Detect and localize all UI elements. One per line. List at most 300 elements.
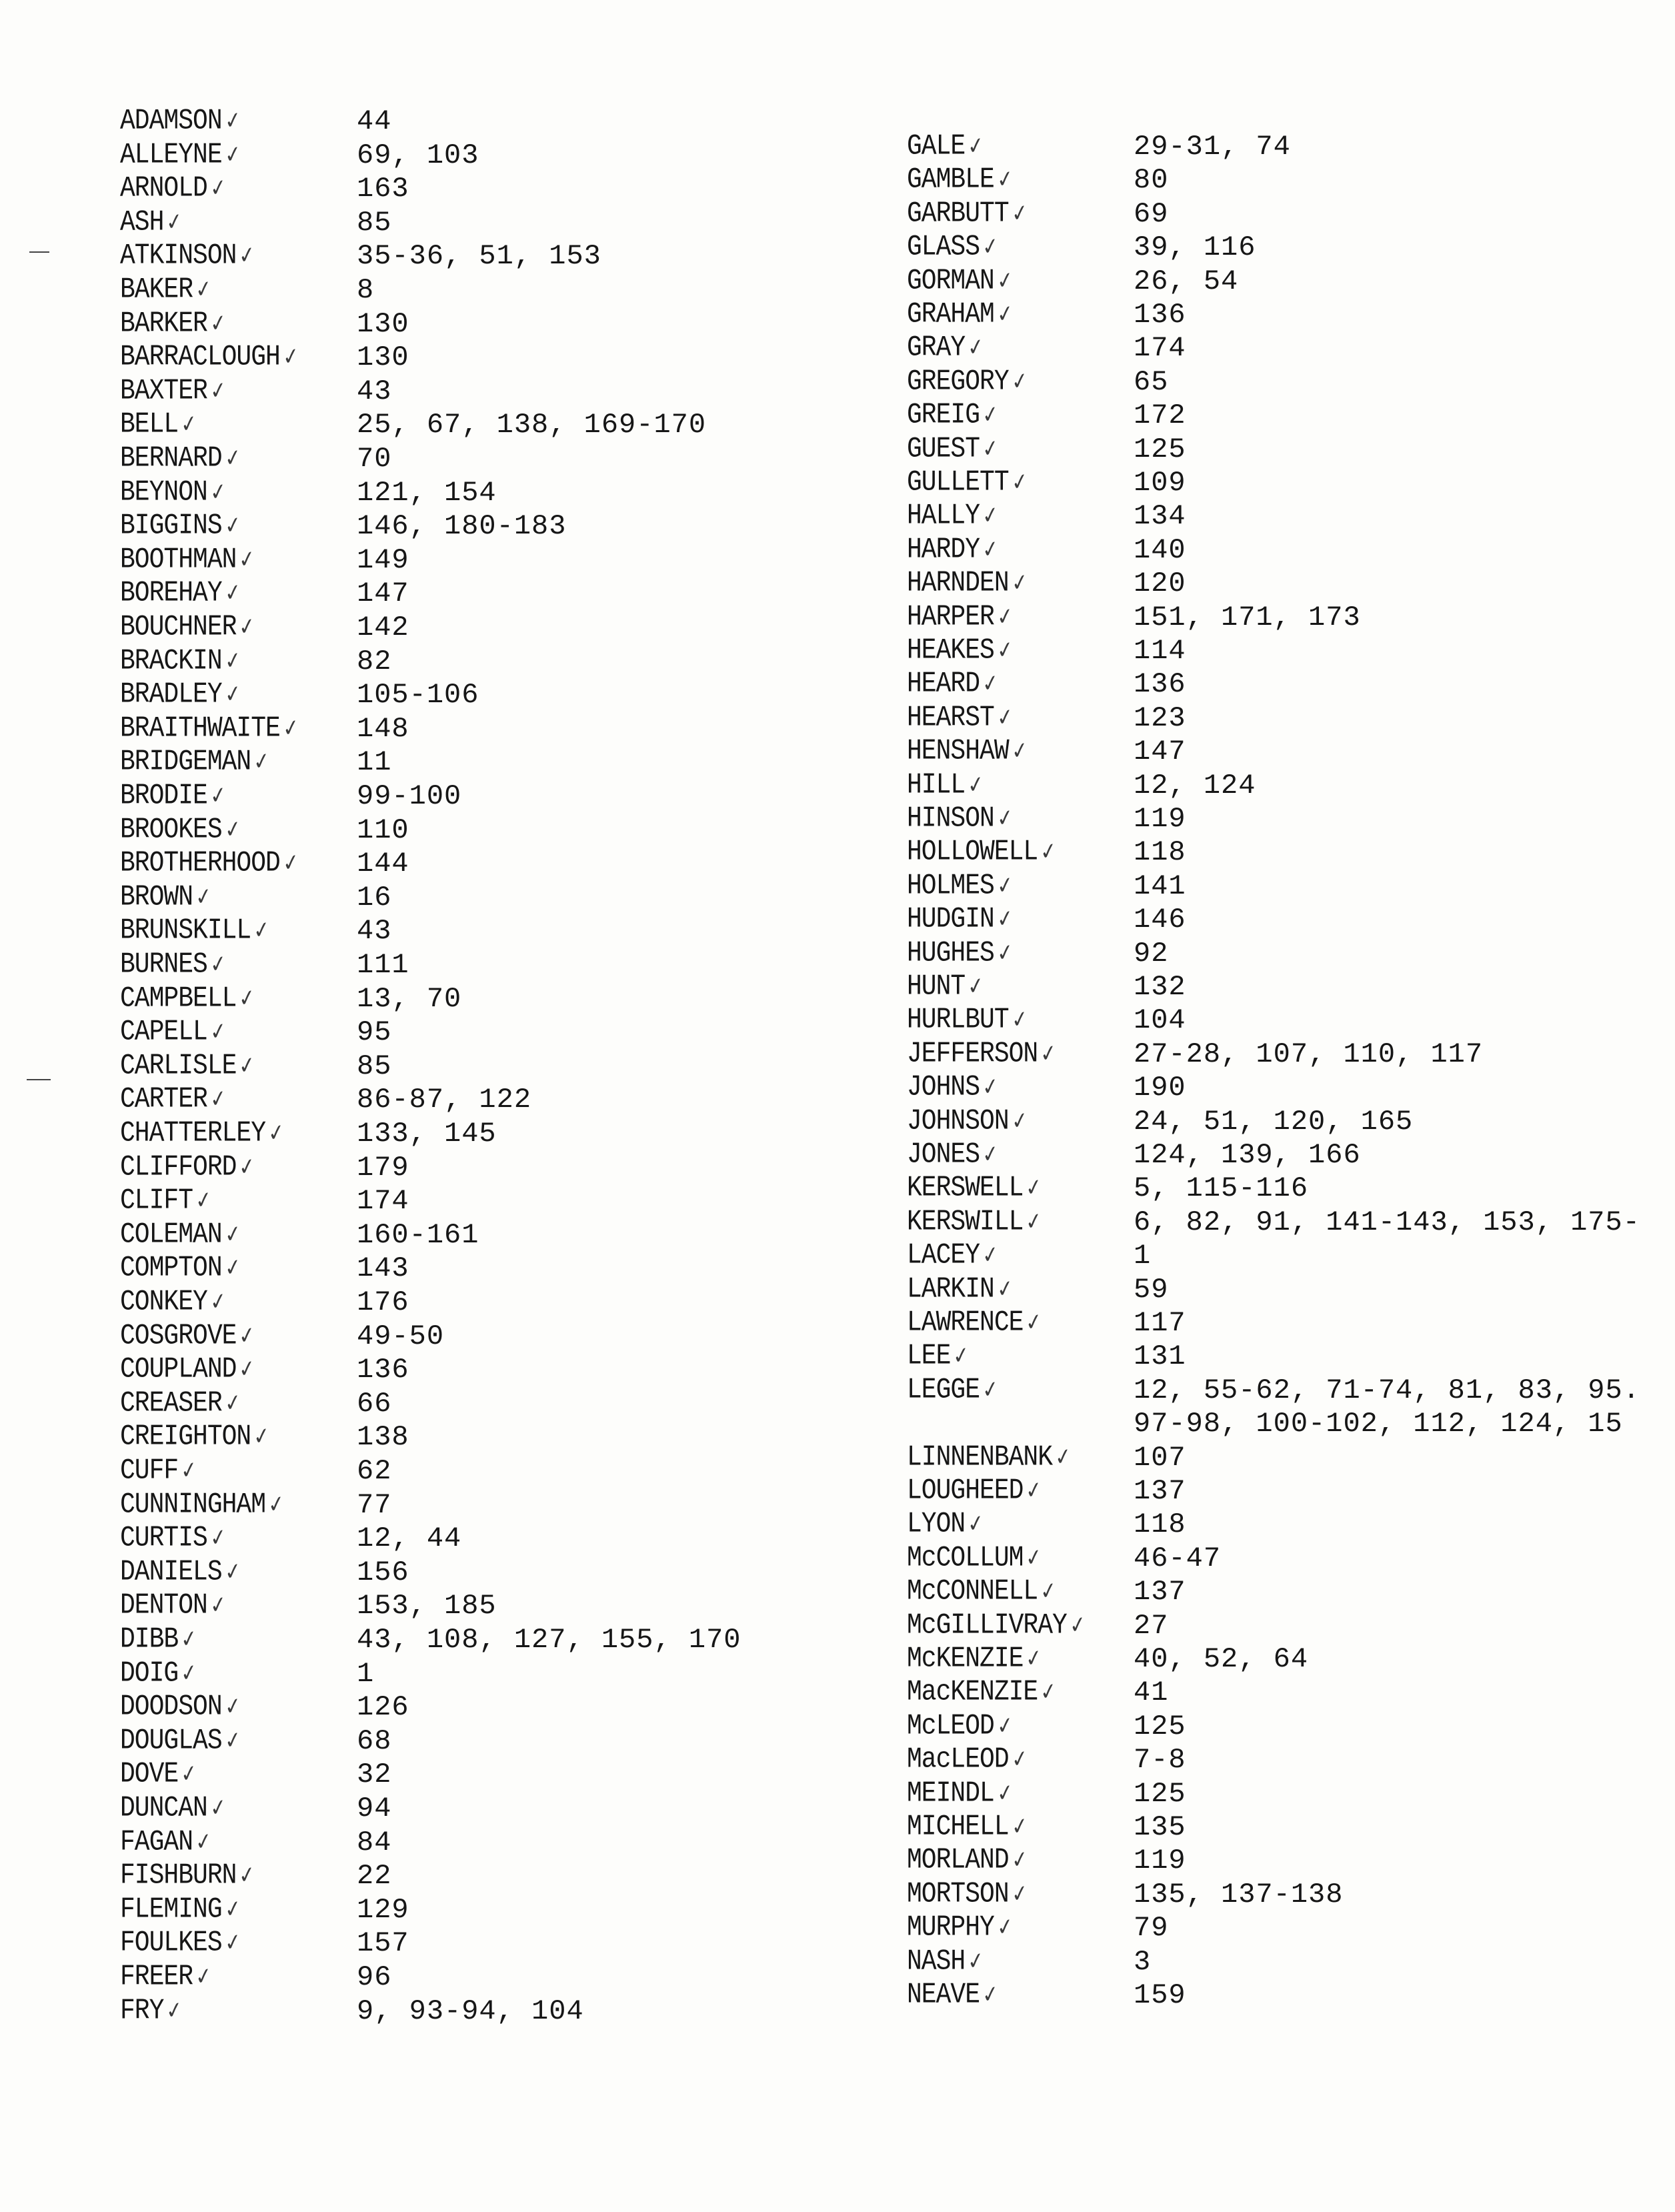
check-mark-icon: ✓ bbox=[1010, 1005, 1030, 1035]
check-mark-icon: ✓ bbox=[995, 938, 1015, 968]
index-entry-name bbox=[120, 1790, 226, 1827]
entry-name-text: BARRACLOUGH bbox=[120, 340, 280, 374]
check-mark-icon: ✓ bbox=[1053, 1442, 1073, 1472]
index-entry-name bbox=[907, 1540, 1042, 1576]
entry-name-text: CAPELL bbox=[120, 1015, 207, 1049]
check-mark-icon: ✓ bbox=[1038, 837, 1058, 867]
check-mark-icon: ✓ bbox=[237, 612, 257, 642]
index-entry-pages: 99-100 bbox=[357, 780, 462, 812]
entry-name-text: DANIELS bbox=[120, 1555, 222, 1588]
check-mark-icon: ✓ bbox=[237, 545, 257, 575]
index-entry-pages: 86-87, 122 bbox=[357, 1084, 532, 1116]
entry-name-text: ATKINSON bbox=[120, 239, 237, 273]
index-entry-pages: 110 bbox=[357, 814, 409, 846]
check-mark-icon: ✓ bbox=[223, 1388, 243, 1418]
entry-name-text: BROWN bbox=[120, 880, 193, 914]
index-entry-pages: 1 bbox=[1134, 1240, 1152, 1272]
index-entry-pages: 172 bbox=[1134, 399, 1186, 432]
entry-name-text: GALE bbox=[907, 129, 966, 163]
index-entry-name bbox=[120, 373, 226, 409]
index-entry-name bbox=[907, 1304, 1042, 1341]
check-mark-icon: ✓ bbox=[995, 703, 1015, 733]
check-mark-icon: ✓ bbox=[995, 804, 1015, 834]
index-entry-name bbox=[907, 632, 1013, 669]
index-entry-name bbox=[907, 1742, 1028, 1779]
entry-name-text: GUEST bbox=[907, 432, 980, 465]
index-entry-pages: 79 bbox=[1134, 1912, 1169, 1945]
index-entry-pages: 13, 70 bbox=[357, 982, 462, 1015]
entry-name-text: NASH bbox=[907, 1945, 966, 1978]
entry-name-text: CREIGHTON bbox=[120, 1420, 251, 1454]
index-entry-name bbox=[907, 128, 984, 165]
index-entry-pages: 27 bbox=[1134, 1609, 1169, 1642]
index-entry-name bbox=[120, 305, 226, 342]
entry-name-text: LINNENBANK bbox=[907, 1440, 1053, 1474]
entry-name-text: HARDY bbox=[907, 533, 980, 566]
index-entry-pages: 70 bbox=[357, 443, 392, 475]
entry-name-text: MacKENZIE bbox=[907, 1676, 1038, 1709]
index-entry-name bbox=[907, 1607, 1086, 1644]
check-mark-icon: ✓ bbox=[223, 1557, 243, 1587]
index-entry-pages: 119 bbox=[1134, 803, 1186, 835]
index-entry-pages: 95 bbox=[357, 1016, 392, 1049]
entry-name-text: GAMBLE bbox=[907, 163, 994, 197]
check-mark-icon: ✓ bbox=[223, 578, 243, 608]
check-mark-icon: ✓ bbox=[223, 1928, 243, 1958]
index-entry-name bbox=[907, 1170, 1042, 1207]
index-entry-name bbox=[120, 1655, 197, 1692]
entry-name-text: HALLY bbox=[907, 499, 980, 533]
check-mark-icon: ✓ bbox=[980, 1980, 1000, 2010]
check-mark-icon: ✓ bbox=[980, 669, 1000, 699]
index-entry-pages: 151, 171, 173 bbox=[1134, 601, 1361, 634]
index-entry-name bbox=[907, 330, 984, 367]
index-entry-name bbox=[120, 1216, 241, 1253]
index-entry-pages: 147 bbox=[357, 578, 409, 610]
index-entry-name bbox=[120, 541, 255, 578]
index-entry-name bbox=[120, 1891, 241, 1928]
entry-name-text: BRACKIN bbox=[120, 644, 222, 678]
index-entry-pages: 131 bbox=[1134, 1340, 1186, 1373]
check-mark-icon: ✓ bbox=[193, 1827, 213, 1857]
entry-name-text: MacLEOD bbox=[907, 1743, 1009, 1777]
index-entry-name bbox=[120, 1621, 197, 1658]
index-entry-pages: 97-98, 100-102, 112, 124, 15 bbox=[1134, 1408, 1623, 1440]
entry-name-text: LAWRENCE bbox=[907, 1306, 1024, 1340]
entry-name-text: JOHNS bbox=[907, 1070, 980, 1104]
entry-name-text: BRADLEY bbox=[120, 678, 222, 712]
index-entry-pages: 148 bbox=[357, 712, 409, 745]
index-entry-name bbox=[120, 1757, 197, 1793]
check-mark-icon: ✓ bbox=[980, 232, 1000, 262]
index-entry-pages: 44 bbox=[357, 105, 392, 137]
entry-name-text: GREIG bbox=[907, 398, 980, 432]
index-entry-pages: 146 bbox=[1134, 904, 1186, 936]
index-entry-pages: 69 bbox=[1134, 197, 1169, 230]
index-entry-name bbox=[120, 1183, 211, 1220]
entry-name-text: GRAHAM bbox=[907, 297, 994, 331]
index-entry-name bbox=[907, 902, 1013, 938]
check-mark-icon: ✓ bbox=[1024, 1173, 1044, 1203]
entry-name-text: DOODSON bbox=[120, 1690, 222, 1724]
index-entry-name bbox=[907, 1472, 1042, 1509]
check-mark-icon: ✓ bbox=[223, 1253, 243, 1283]
index-entry-pages: 126 bbox=[357, 1691, 409, 1724]
check-mark-icon: ✓ bbox=[980, 1375, 1000, 1405]
check-mark-icon: ✓ bbox=[237, 241, 257, 271]
check-mark-icon: ✓ bbox=[980, 434, 1000, 463]
index-entry-pages: 129 bbox=[357, 1893, 409, 1926]
index-entry-name bbox=[907, 1103, 1028, 1140]
check-mark-icon: ✓ bbox=[208, 477, 228, 507]
entry-name-text: DUNCAN bbox=[120, 1791, 207, 1825]
check-mark-icon: ✓ bbox=[223, 646, 243, 676]
index-entry-pages: 176 bbox=[357, 1286, 409, 1318]
check-mark-icon: ✓ bbox=[223, 511, 243, 541]
index-entry-name bbox=[120, 1385, 241, 1422]
entry-name-text: McCONNELL bbox=[907, 1574, 1038, 1608]
entry-name-text: BIGGINS bbox=[120, 509, 222, 543]
entry-name-text: BAKER bbox=[120, 273, 193, 307]
index-entry-pages: 117 bbox=[1134, 1307, 1186, 1339]
check-mark-icon: ✓ bbox=[165, 1996, 184, 2025]
entry-name-text: DENTON bbox=[120, 1589, 207, 1622]
index-entry-name bbox=[907, 1574, 1056, 1610]
index-entry-name bbox=[120, 879, 211, 916]
index-entry-pages: 68 bbox=[357, 1725, 392, 1757]
index-entry-name bbox=[120, 812, 241, 848]
index-entry-pages: 190 bbox=[1134, 1072, 1186, 1104]
entry-name-text: HUGHES bbox=[907, 936, 994, 970]
index-entry-pages: 104 bbox=[1134, 1004, 1186, 1037]
index-entry-name bbox=[120, 204, 183, 241]
entry-name-text: GARBUTT bbox=[907, 197, 1009, 230]
check-mark-icon: ✓ bbox=[980, 1140, 1000, 1170]
index-entry-pages: 84 bbox=[357, 1826, 392, 1859]
check-mark-icon: ✓ bbox=[237, 1051, 257, 1081]
index-entry-name bbox=[907, 1640, 1042, 1677]
index-entry-pages: 29-31, 74 bbox=[1134, 131, 1291, 163]
index-entry-name bbox=[907, 1843, 1028, 1879]
index-entry-name bbox=[120, 1082, 226, 1118]
index-entry-name bbox=[120, 271, 211, 308]
index-entry-pages: 147 bbox=[1134, 736, 1186, 768]
index-entry-pages: 141 bbox=[1134, 870, 1186, 902]
check-mark-icon: ✓ bbox=[223, 1726, 243, 1756]
index-entry-name bbox=[120, 1723, 241, 1759]
entry-name-text: CAMPBELL bbox=[120, 982, 237, 1015]
entry-name-text: FAGAN bbox=[120, 1825, 193, 1859]
entry-name-text: CURTIS bbox=[120, 1521, 207, 1555]
index-entry-pages: 85 bbox=[357, 206, 392, 239]
check-mark-icon: ✓ bbox=[281, 714, 301, 744]
check-mark-icon: ✓ bbox=[966, 333, 986, 363]
index-entry-name bbox=[907, 700, 1013, 736]
index-entry-pages: 35-36, 51, 153 bbox=[357, 240, 601, 273]
index-entry-name bbox=[120, 1149, 255, 1186]
check-mark-icon: ✓ bbox=[952, 1341, 971, 1371]
index-entry-name bbox=[907, 767, 984, 804]
check-mark-icon: ✓ bbox=[1010, 1106, 1030, 1136]
margin-mark bbox=[29, 251, 49, 253]
index-entry-name bbox=[907, 498, 998, 535]
check-mark-icon: ✓ bbox=[1010, 199, 1030, 229]
index-entry-pages: 125 bbox=[1134, 1777, 1186, 1810]
entry-name-text: MEINDL bbox=[907, 1777, 994, 1810]
check-mark-icon: ✓ bbox=[995, 266, 1015, 295]
index-entry-name bbox=[907, 1708, 1013, 1745]
entry-name-text: FRY bbox=[120, 1994, 164, 2027]
index-entry-name bbox=[120, 103, 241, 139]
index-entry-name bbox=[120, 1250, 241, 1287]
index-entry-pages: 111 bbox=[357, 949, 409, 981]
index-entry-name bbox=[120, 576, 241, 612]
check-mark-icon: ✓ bbox=[1010, 1879, 1030, 1909]
entry-name-text: KERSWELL bbox=[907, 1172, 1024, 1205]
index-entry-pages: 65 bbox=[1134, 365, 1169, 398]
check-mark-icon: ✓ bbox=[966, 972, 986, 1002]
index-entry-pages: 138 bbox=[357, 1421, 409, 1454]
check-mark-icon: ✓ bbox=[237, 1321, 257, 1350]
check-mark-icon: ✓ bbox=[251, 1422, 271, 1452]
index-entry-pages: 174 bbox=[1134, 332, 1186, 365]
index-entry-pages: 136 bbox=[1134, 668, 1186, 701]
index-entry-pages: 119 bbox=[1134, 1845, 1186, 1877]
index-entry-name bbox=[907, 464, 1028, 501]
index-entry-name bbox=[907, 397, 998, 434]
index-entry-name bbox=[120, 1318, 255, 1354]
index-entry-name bbox=[120, 137, 241, 173]
check-mark-icon: ✓ bbox=[237, 984, 257, 1013]
entry-name-text: COLEMAN bbox=[120, 1218, 222, 1251]
check-mark-icon: ✓ bbox=[237, 1152, 257, 1182]
entry-name-text: BOUCHNER bbox=[120, 610, 237, 644]
entry-name-text: HEARST bbox=[907, 701, 994, 734]
index-entry-pages: 25, 67, 138, 169-170 bbox=[357, 409, 707, 441]
check-mark-icon: ✓ bbox=[980, 501, 1000, 531]
index-entry-pages: 62 bbox=[357, 1455, 392, 1487]
entry-name-text: MORTSON bbox=[907, 1877, 1009, 1911]
index-entry-name bbox=[120, 744, 269, 781]
entry-name-text: CUNNINGHAM bbox=[120, 1488, 266, 1521]
index-entry-name bbox=[120, 677, 241, 714]
entry-name-text: HUNT bbox=[907, 970, 966, 1004]
entry-name-text: COMPTON bbox=[120, 1252, 222, 1285]
entry-name-text: BROTHERHOOD bbox=[120, 846, 280, 880]
check-mark-icon: ✓ bbox=[223, 1220, 243, 1250]
index-entry-name bbox=[120, 440, 241, 477]
entry-name-text: HILL bbox=[907, 768, 966, 802]
index-entry-pages: 92 bbox=[1134, 937, 1169, 970]
entry-name-text: HEAKES bbox=[907, 634, 994, 668]
index-entry-pages: 16 bbox=[357, 881, 392, 914]
check-mark-icon: ✓ bbox=[223, 140, 243, 169]
index-entry-pages: 134 bbox=[1134, 500, 1186, 533]
entry-name-text: FOULKES bbox=[120, 1927, 222, 1960]
entry-name-text: BRODIE bbox=[120, 779, 207, 813]
index-entry-name bbox=[907, 431, 998, 467]
check-mark-icon: ✓ bbox=[179, 409, 199, 439]
index-entry-name bbox=[120, 171, 226, 207]
check-mark-icon: ✓ bbox=[179, 1456, 199, 1486]
entry-name-text: MORLAND bbox=[907, 1844, 1009, 1877]
check-mark-icon: ✓ bbox=[995, 636, 1015, 666]
entry-name-text: BERNARD bbox=[120, 441, 222, 475]
entry-name-text: DIBB bbox=[120, 1622, 179, 1656]
index-entry-pages: 107 bbox=[1134, 1441, 1186, 1474]
check-mark-icon: ✓ bbox=[966, 1947, 986, 1976]
index-entry-name bbox=[120, 846, 299, 882]
entry-name-text: LYON bbox=[907, 1508, 966, 1541]
entry-name-text: LARKIN bbox=[907, 1272, 994, 1306]
check-mark-icon: ✓ bbox=[208, 1084, 228, 1114]
check-mark-icon: ✓ bbox=[208, 950, 228, 980]
index-entry-pages: 43, 108, 127, 155, 170 bbox=[357, 1624, 741, 1656]
index-entry-pages: 43 bbox=[357, 915, 392, 948]
entry-name-text: HOLLOWELL bbox=[907, 836, 1038, 869]
check-mark-icon: ✓ bbox=[995, 1711, 1015, 1741]
index-entry-name bbox=[120, 778, 226, 814]
index-entry-name bbox=[907, 666, 998, 703]
entry-name-text: FREER bbox=[120, 1960, 193, 1994]
entry-name-text: FLEMING bbox=[120, 1893, 222, 1926]
entry-name-text: HUDGIN bbox=[907, 902, 994, 936]
index-entry-name bbox=[120, 508, 241, 545]
index-entry-pages: 130 bbox=[357, 307, 409, 340]
entry-name-text: COSGROVE bbox=[120, 1319, 237, 1352]
entry-name-text: HARNDEN bbox=[907, 566, 1009, 600]
index-entry-pages: 49-50 bbox=[357, 1320, 445, 1352]
index-entry-pages: 120 bbox=[1134, 568, 1186, 600]
entry-name-text: CONKEY bbox=[120, 1285, 207, 1319]
check-mark-icon: ✓ bbox=[1024, 1207, 1044, 1237]
entry-name-text: MICHELL bbox=[907, 1810, 1009, 1844]
entry-name-text: ARNOLD bbox=[120, 171, 207, 205]
entry-name-text: BAXTER bbox=[120, 374, 207, 407]
index-entry-name bbox=[907, 1204, 1042, 1240]
entry-name-text: CARLISLE bbox=[120, 1049, 237, 1082]
index-entry-name bbox=[907, 1943, 984, 1980]
index-entry-name bbox=[120, 710, 299, 747]
entry-name-text: BRAITHWAITE bbox=[120, 712, 280, 745]
check-mark-icon: ✓ bbox=[1038, 1039, 1058, 1069]
entry-name-text: CARTER bbox=[120, 1083, 207, 1116]
index-entry-pages: 144 bbox=[357, 848, 409, 880]
check-mark-icon: ✓ bbox=[966, 131, 986, 161]
check-mark-icon: ✓ bbox=[980, 400, 1000, 430]
check-mark-icon: ✓ bbox=[208, 173, 228, 203]
check-mark-icon: ✓ bbox=[995, 299, 1015, 329]
index-entry-name bbox=[907, 868, 1013, 904]
index-entry-name bbox=[120, 643, 241, 680]
entry-name-text: DOUGLAS bbox=[120, 1724, 222, 1757]
entry-name-text: BRIDGEMAN bbox=[120, 746, 251, 779]
index-entry-name bbox=[907, 531, 998, 568]
index-entry-name bbox=[907, 363, 1028, 400]
index-entry-name bbox=[907, 1506, 984, 1543]
check-mark-icon: ✓ bbox=[995, 871, 1015, 901]
entry-name-text: BOREHAY bbox=[120, 577, 222, 610]
entry-name-text: HURLBUT bbox=[907, 1004, 1009, 1037]
index-entry-pages: 59 bbox=[1134, 1273, 1169, 1306]
entry-name-text: CREASER bbox=[120, 1386, 222, 1420]
index-entry-pages: 160-161 bbox=[357, 1218, 479, 1251]
entry-name-text: LEGGE bbox=[907, 1373, 980, 1406]
index-entry-pages: 96 bbox=[357, 1961, 392, 1993]
index-entry-pages: 133, 145 bbox=[357, 1118, 497, 1150]
index-entry-pages: 149 bbox=[357, 543, 409, 576]
index-entry-name bbox=[907, 1238, 998, 1274]
check-mark-icon: ✓ bbox=[1010, 736, 1030, 766]
index-entry-pages: 157 bbox=[357, 1927, 409, 1960]
index-entry-pages: 94 bbox=[357, 1793, 392, 1825]
entry-name-text: LACEY bbox=[907, 1238, 980, 1272]
check-mark-icon: ✓ bbox=[1010, 568, 1030, 598]
index-entry-name bbox=[120, 1115, 284, 1152]
index-entry-pages: 142 bbox=[357, 612, 409, 644]
index-entry-name bbox=[120, 1486, 284, 1523]
check-mark-icon: ✓ bbox=[237, 1861, 257, 1891]
entry-name-text: BOOTHMAN bbox=[120, 543, 237, 576]
check-mark-icon: ✓ bbox=[1038, 1677, 1058, 1707]
check-mark-icon: ✓ bbox=[966, 1509, 986, 1539]
index-entry-name bbox=[120, 238, 255, 275]
entry-name-text: McCOLLUM bbox=[907, 1541, 1024, 1574]
index-entry-pages: 32 bbox=[357, 1759, 392, 1791]
check-mark-icon: ✓ bbox=[193, 275, 213, 305]
index-entry-name bbox=[120, 407, 197, 443]
index-entry-name bbox=[907, 968, 984, 1005]
index-entry-name bbox=[907, 1372, 998, 1408]
index-entry-pages: 12, 44 bbox=[357, 1522, 462, 1555]
index-entry-name bbox=[120, 1284, 226, 1320]
index-entry-name bbox=[907, 1338, 970, 1375]
check-mark-icon: ✓ bbox=[223, 106, 243, 136]
index-entry-pages: 136 bbox=[1134, 299, 1186, 331]
check-mark-icon: ✓ bbox=[1010, 467, 1030, 497]
entry-name-text: HINSON bbox=[907, 802, 994, 836]
index-entry-pages: 156 bbox=[357, 1556, 409, 1588]
check-mark-icon: ✓ bbox=[208, 309, 228, 338]
index-entry-name bbox=[907, 734, 1028, 770]
check-mark-icon: ✓ bbox=[1024, 1476, 1044, 1506]
check-mark-icon: ✓ bbox=[980, 1072, 1000, 1102]
index-entry-pages: 1 bbox=[357, 1657, 375, 1690]
check-mark-icon: ✓ bbox=[251, 916, 271, 946]
check-mark-icon: ✓ bbox=[266, 1490, 286, 1519]
entry-name-text: BARKER bbox=[120, 307, 207, 340]
check-mark-icon: ✓ bbox=[193, 1962, 213, 1992]
entry-name-text: MURPHY bbox=[907, 1911, 994, 1945]
index-entry-pages: 12, 55-62, 71-74, 81, 83, 95. bbox=[1134, 1374, 1640, 1406]
index-entry-name bbox=[120, 913, 269, 950]
check-mark-icon: ✓ bbox=[237, 1354, 257, 1384]
index-entry-name bbox=[907, 229, 998, 266]
check-mark-icon: ✓ bbox=[281, 848, 301, 878]
entry-name-text: BELL bbox=[120, 408, 179, 441]
entry-name-text: HENSHAW bbox=[907, 734, 1009, 768]
index-entry-name bbox=[120, 609, 255, 646]
index-entry-pages: 121, 154 bbox=[357, 476, 497, 509]
index-entry-pages: 6, 82, 91, 141-143, 153, 175- bbox=[1134, 1206, 1640, 1238]
index-entry-pages: 125 bbox=[1134, 433, 1186, 465]
index-entry-name bbox=[907, 1977, 998, 2013]
entry-name-text: DOVE bbox=[120, 1758, 179, 1791]
index-entry-name bbox=[120, 1419, 269, 1456]
entry-name-text: ALLEYNE bbox=[120, 138, 222, 171]
entry-name-text: BRUNSKILL bbox=[120, 914, 251, 948]
index-entry-pages: 153, 185 bbox=[357, 1590, 497, 1622]
